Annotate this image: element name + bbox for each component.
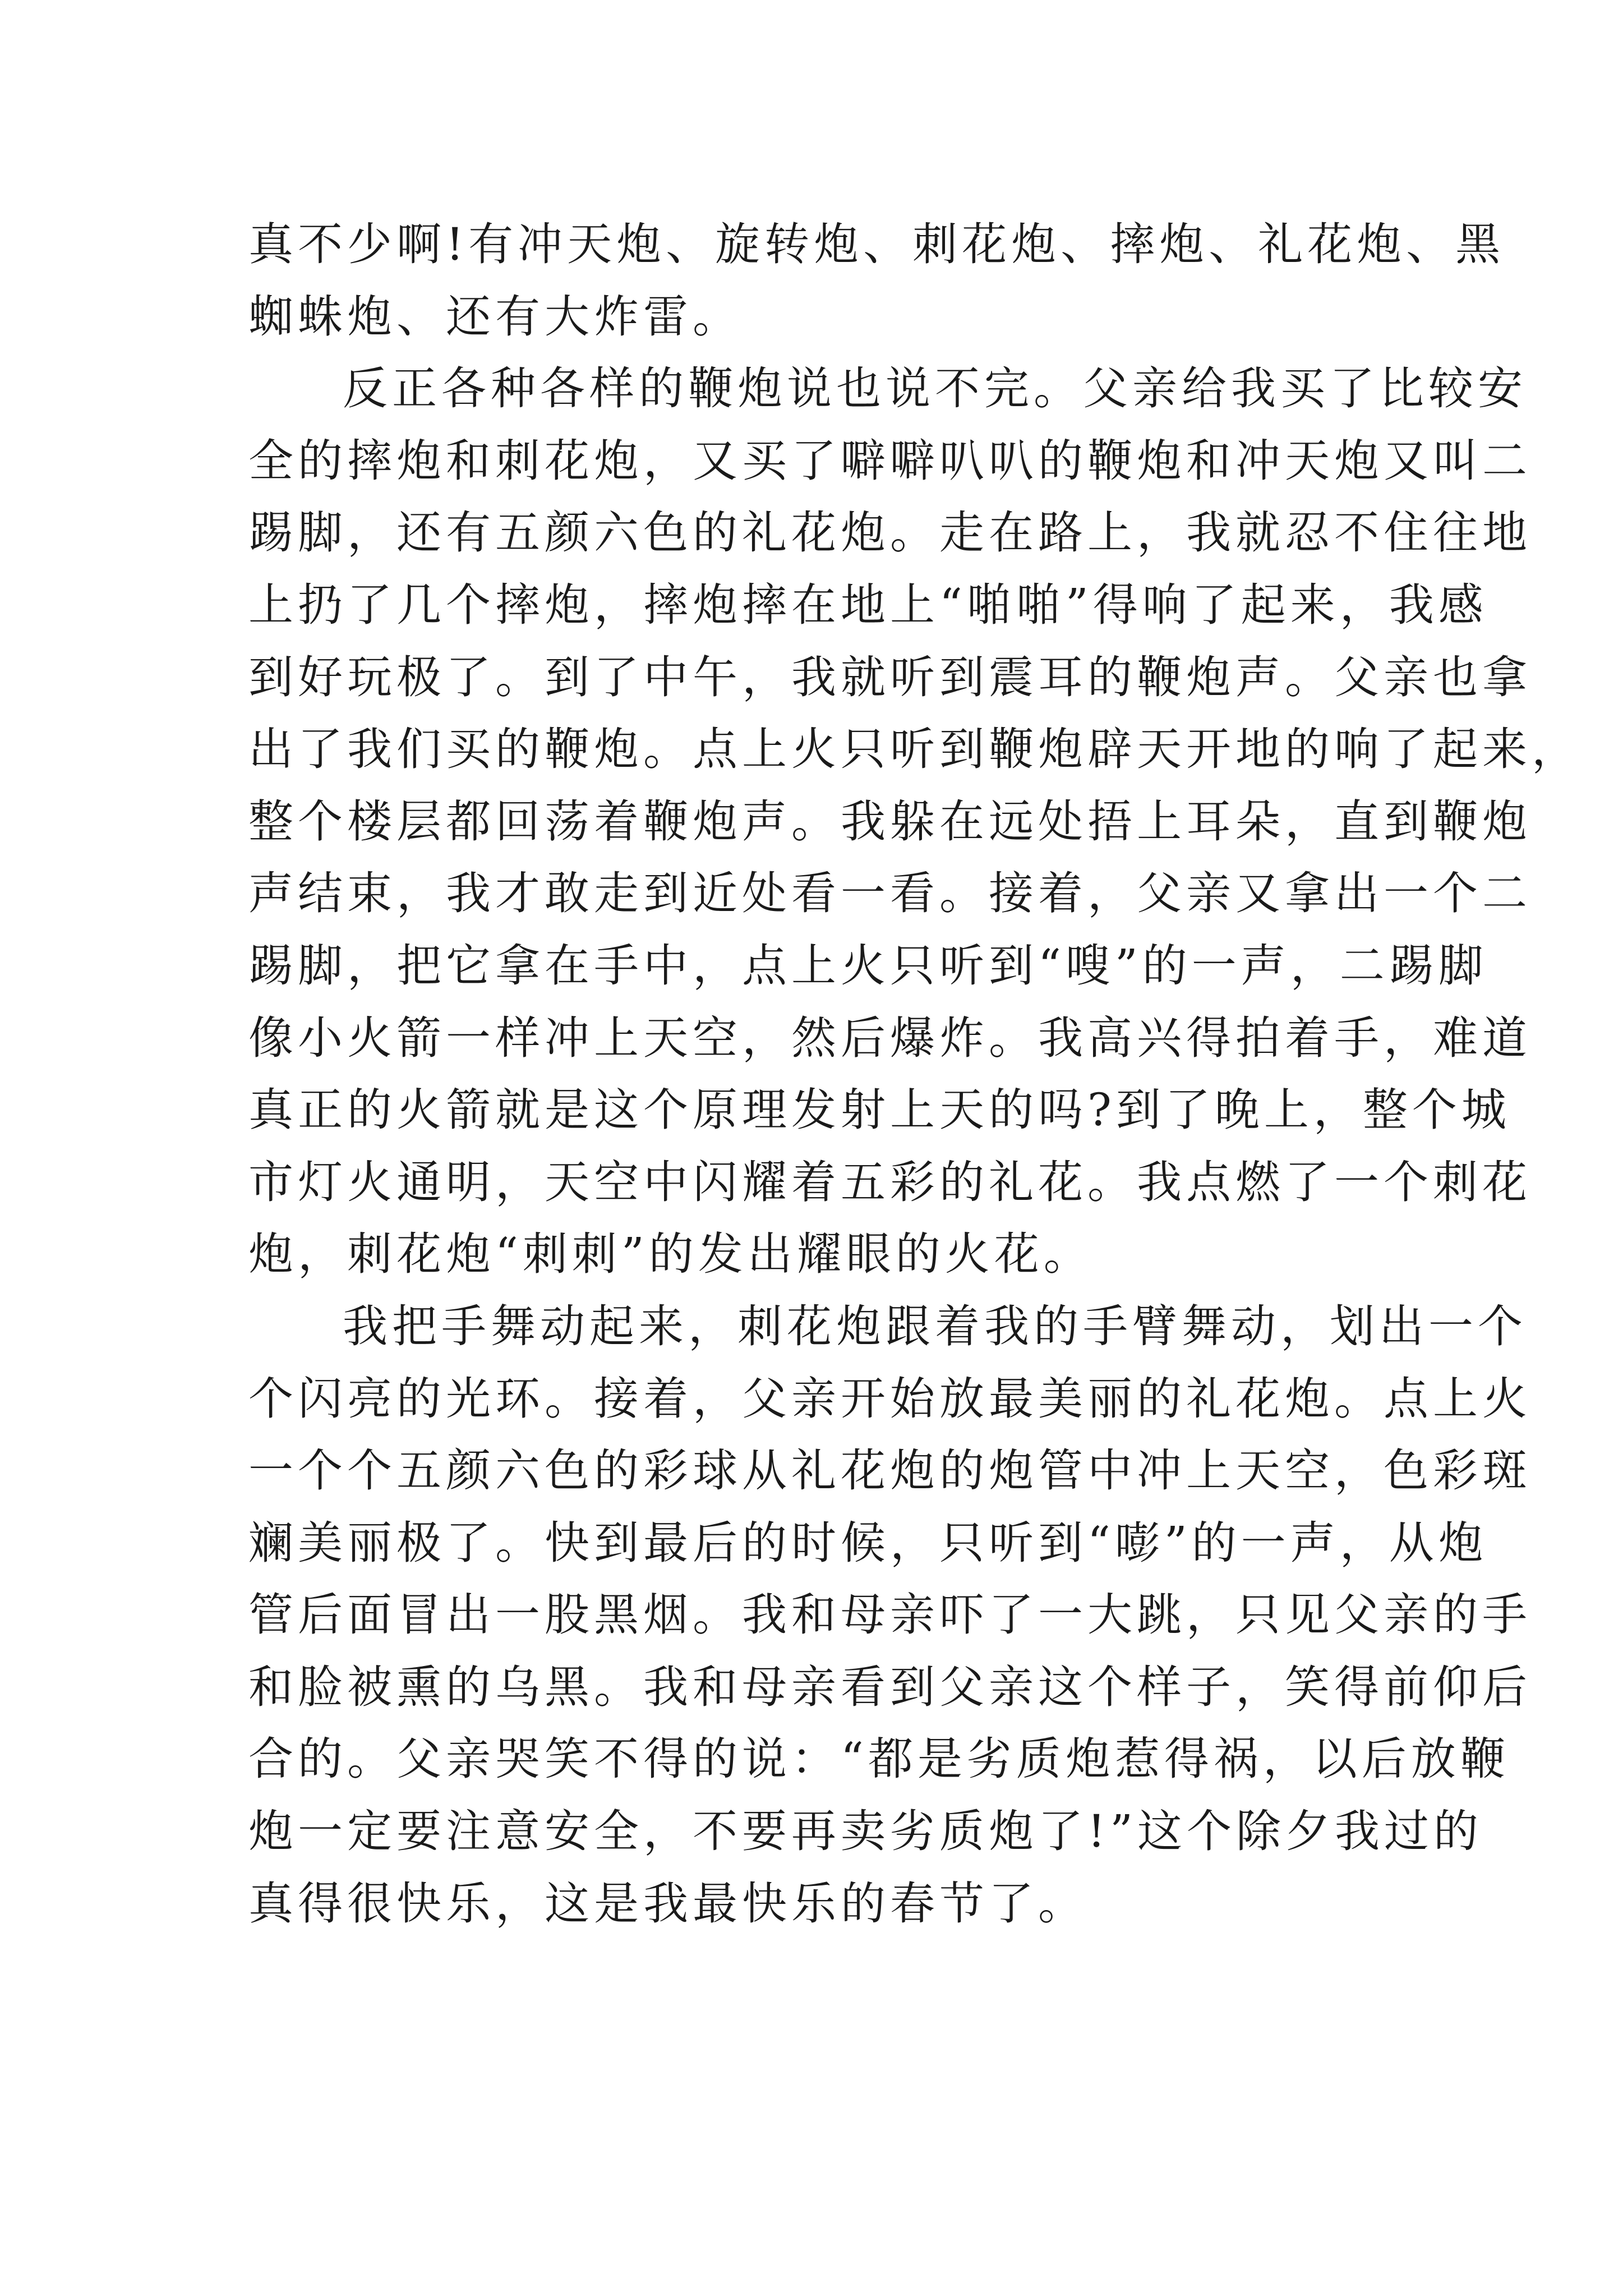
text-line: 和脸被熏的乌黑。我和母亲看到父亲这个样子，笑得前仰后 <box>248 1660 1532 1713</box>
text-line: 反正各种各样的鞭炮说也说不完。父亲给我买了比较安 <box>343 362 1527 415</box>
text-line: 踢脚，还有五颜六色的礼花炮。走在路上，我就忍不住往地 <box>248 507 1532 559</box>
text-line: 一个个五颜六色的彩球从礼花炮的炮管中冲上天空，色彩斑 <box>248 1444 1532 1497</box>
text-line: 整个楼层都回荡着鞭炮声。我躲在远处捂上耳朵，直到鞭炮 <box>248 795 1532 848</box>
text-line: 市灯火通明，天空中闪耀着五彩的礼花。我点燃了一个刺花 <box>248 1156 1532 1208</box>
text-line: 声结束，我才敢走到近处看一看。接着，父亲又拿出一个二 <box>248 867 1532 920</box>
text-line: 管后面冒出一股黑烟。我和母亲吓了一大跳，只见父亲的手 <box>248 1589 1532 1641</box>
text-line: 炮一定要注意安全，不要再卖劣质炮了!”这个除夕我过的 <box>248 1805 1483 1858</box>
text-line: 出了我们买的鞭炮。点上火只听到鞭炮辟天开地的响了起来， <box>248 723 1581 776</box>
text-line: 我把手舞动起来，刺花炮跟着我的手臂舞动，划出一个 <box>343 1300 1527 1352</box>
text-line: 上扔了几个摔炮，摔炮摔在地上“啪啪”得响了起来，我感 <box>248 578 1488 631</box>
text-line: 像小火箭一样冲上天空，然后爆炸。我高兴得拍着手，难道 <box>248 1011 1532 1064</box>
text-line: 真不少啊!有冲天炮、旋转炮、刺花炮、摔炮、礼花炮、黑 <box>248 218 1505 270</box>
text-line: 斓美丽极了。快到最后的时候，只听到“嘭”的一声，从炮 <box>248 1516 1488 1569</box>
text-line: 个闪亮的光环。接着，父亲开始放最美丽的礼花炮。点上火 <box>248 1372 1532 1425</box>
text-line: 真正的火箭就是这个原理发射上天的吗?到了晚上，整个城 <box>248 1084 1511 1137</box>
text-line: 蜘蛛炮、还有大炸雷。 <box>248 290 742 343</box>
text-line: 全的摔炮和刺花炮，又买了噼噼叭叭的鞭炮和冲天炮又叫二 <box>248 434 1532 487</box>
text-line: 真得很快乐，这是我最快乐的春节了。 <box>248 1877 1087 1930</box>
essay-body <box>248 209 1581 1940</box>
text-line: 合的。父亲哭笑不得的说：“都是劣质炮惹得祸，以后放鞭 <box>248 1733 1510 1786</box>
text-line: 到好玩极了。到了中午，我就听到震耳的鞭炮声。父亲也拿 <box>248 651 1532 703</box>
text-line: 炮，刺花炮“刺刺”的发出耀眼的火花。 <box>248 1228 1093 1281</box>
text-line: 踢脚，把它拿在手中，点上火只听到“嗖”的一声，二踢脚 <box>248 939 1488 992</box>
